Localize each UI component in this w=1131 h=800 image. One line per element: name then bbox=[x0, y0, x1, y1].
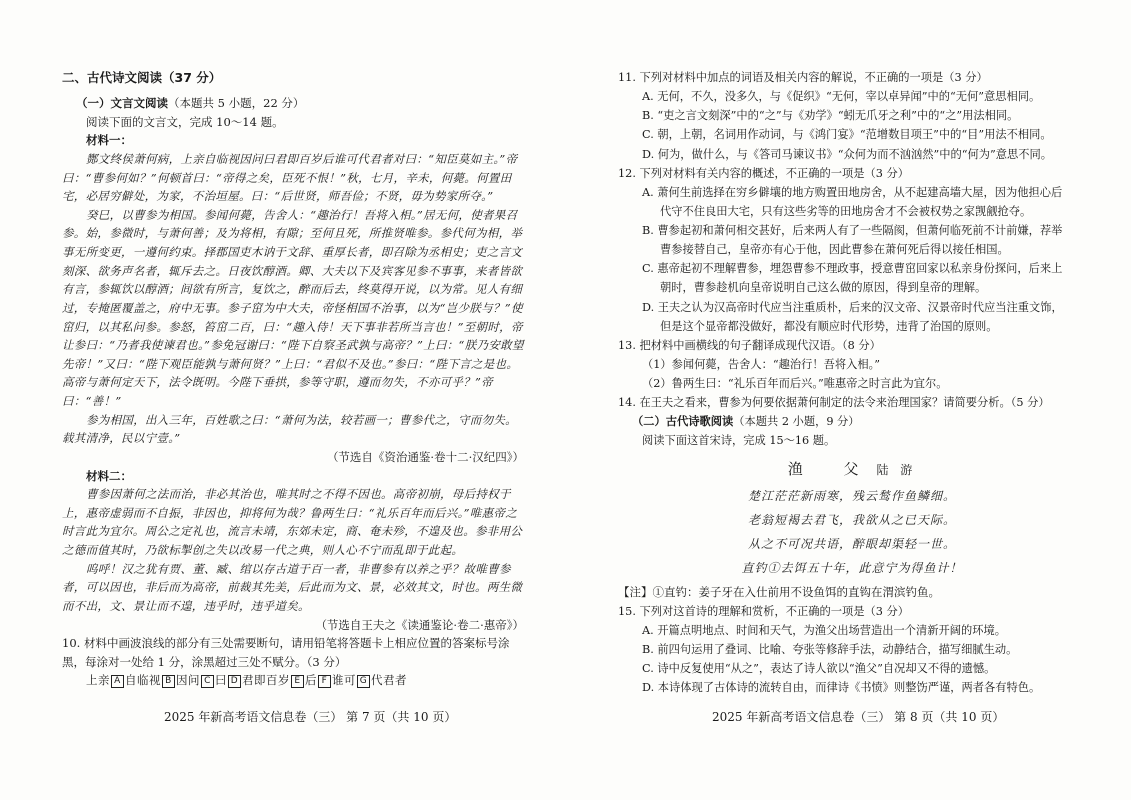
q13-item: （1）参闻何薨，告舍人：“趣治行！吾将入相。” bbox=[642, 357, 881, 371]
answer-box[interactable]: B bbox=[162, 675, 175, 688]
answer-box[interactable]: F bbox=[318, 675, 331, 688]
q11-option: D. 何为，做什么，与《答司马谏议书》“众何为而不汹汹然”中的“何为”意思不同。 bbox=[642, 147, 1053, 161]
q12-option-cont: 朝时，曹参趁机向皇帝说明自己这么做的原因，得到皇帝的理解。 bbox=[660, 281, 987, 295]
material1-label: 材料一： bbox=[86, 133, 132, 148]
poem-line: 老翁短褐去君飞，我欲从之已天际。 bbox=[747, 512, 956, 527]
q12-option: C. 惠帝起初不理解曹参，埋怨曹参不理政事，授意曹窋回家以私亲身份探问，后来上 bbox=[642, 262, 1063, 276]
right-footer: 2025 年新高考语文信息卷（三） 第 8 页（共 10 页） bbox=[712, 710, 1005, 724]
right-page bbox=[618, 68, 1086, 697]
poem-line: 楚江茫茫新雨寒，残云鹙作鱼鳞细。 bbox=[747, 488, 956, 503]
answer-box[interactable]: G bbox=[357, 675, 370, 688]
question-12: 12. 下列对材料有关内容的概述，不正确的一项是（3 分） bbox=[618, 166, 909, 180]
left-footer: 2025 年新高考语文信息卷（三） 第 7 页（共 10 页） bbox=[164, 710, 457, 724]
sub2-heading: （二）古代诗歌阅读（本题共 2 小题，9 分） bbox=[632, 415, 860, 429]
source1: （节选自《资治通鉴·卷十二·汉纪四》） bbox=[326, 449, 524, 464]
material1-para: 酂文终侯萧何病，上亲自临视因问曰君即百岁后谁可代君者对曰：“知臣莫如主。”帝曰：“曹参何如？”何顿首曰：“帝得之矣，臣死不恨！”秋，七月，辛未，何薨。何置田宅，必居穷僻处，为家，不治垣屋。曰：“后世贤，师吾俭；不贤，毋为势家所夺。” bbox=[62, 151, 518, 204]
poem-title: 渔 父陆 游 bbox=[787, 459, 917, 478]
poem-line: 直钓①去饵五十年，此意宁为得鱼计！ bbox=[741, 560, 963, 575]
instruction2: 阅读下面这首宋诗，完成 15～16 题。 bbox=[642, 434, 836, 448]
question-13: 13. 把材料中画横线的句子翻译成现代汉语。（8 分） bbox=[618, 338, 881, 352]
q12-option: A. 萧何生前选择在穷乡僻壤的地方购置田地房舍，从不起建高墙大屋，因为他担心后 bbox=[642, 185, 1063, 199]
question-10: 10. 材料中画波浪线的部分有三处需要断句，请用铅笔将答题卡上相应位置的答案标号涂黑，每涂对一处给 1 分，涂黑超过三处不赋分。（3 分） bbox=[62, 636, 510, 669]
q12-option-cont: 曹参接替自己，皇帝亦有心于他，因此曹参在萧何死后得以接任相国。 bbox=[660, 243, 1009, 257]
section-title: 二、古代诗文阅读（37 分） bbox=[62, 70, 222, 85]
q11-option: C. 朝，上朝，名词用作动词，与《鸿门宴》“范增数目项王”中的“目”用法不相同。 bbox=[642, 128, 1052, 142]
sub1-heading: （一）文言文阅读（本题共 5 小题，22 分） bbox=[76, 96, 305, 110]
source2: （节选自王夫之《读通鉴论·卷二·惠帝》） bbox=[315, 617, 524, 632]
q11-option: B. “吏之言文刻深”中的“之”与《劝学》“蚓无爪牙之利”中的“之”用法相同。 bbox=[642, 109, 1019, 123]
q12-option-cont: 但是这个显帝都没做好，都没有顺应时代形势，违背了治国的原则。 bbox=[660, 319, 998, 333]
q10-segments: 上亲 A 自临视 B 因问 C 曰 D 君即百岁 E 后 F 谁可 G 代君者 bbox=[86, 673, 407, 688]
instruction: 阅读下面的文言文，完成 10～14 题。 bbox=[86, 114, 284, 129]
q15-option: D. 本诗体现了古体诗的流转自由，而律诗《书愤》则整饬严谨，两者各有特色。 bbox=[642, 681, 1041, 694]
q15-option: C. 诗中反复使用“从之”，表达了诗人欲以“渔父”自况却又不得的遗憾。 bbox=[642, 661, 996, 675]
question-11: 11. 下列对材料中加点的词语及相关内容的解说，不正确的一项是（3 分） bbox=[618, 71, 988, 84]
q15-option: A. 开篇点明地点、时间和天气，为渔父出场营造出一个清新开阔的环境。 bbox=[642, 623, 1007, 637]
answer-box[interactable]: A bbox=[111, 675, 124, 688]
material1-para: 癸巳，以曹参为相国。参闻何薨，告舍人：“趣治行！吾将入相。”居无何，使者果召参。始，参微时，与萧何善；及为将相，有隙；至何且死，所推贤唯参。参代何为相，举事无所变更，一遵何约束。择郡国吏木讷于文辞、重厚长者，即召除为丞相史；吏之言文刻深、欲务声名者，辄斥去之。日夜饮醇酒。卿、大夫以下及宾客见参不事事，来者皆欲有言，参辄饮以醇酒；间欲有所言，复饮之，醉而后去，终莫得开说，以为常。见人有细过，专掩匿覆盖之，府中无事。参子窋为中大夫，帝怪相国不治事，以为“岂少朕与？”使窋归，以其私问参。参怒，笞窋二百，曰：“趣入侍！天下事非若所当言也！”至朝时，帝让参曰：“乃者我使谏君也。”参免冠谢曰：“陛下自察圣武孰与高帝？”上曰：“朕乃安敢望先帝！”又曰：“陛下观臣能孰与萧何贤？”上曰：“君似不及也。”参曰：“陛下言之是也。高帝与萧何定天下，法令既明。今陛下垂拱，参等守职，遵而勿失，不亦可乎？”帝曰：“善！” bbox=[62, 207, 524, 408]
answer-box[interactable]: E bbox=[291, 675, 304, 688]
question-15: 15. 下列对这首诗的理解和赏析，不正确的一项是（3 分） bbox=[618, 604, 909, 618]
q13-item: （2）鲁两生曰：“礼乐百年而后兴。”唯惠帝之时言此为宜尔。 bbox=[642, 377, 948, 390]
poem-line: 从之不可况共语，醉眼却渠轻一世。 bbox=[747, 536, 956, 551]
q12-option: D. 王夫之认为汉高帝时代应当注重质朴，后来的汉文帝、汉景帝时代应当注重文饰， bbox=[642, 300, 1063, 314]
answer-box[interactable]: D bbox=[228, 675, 241, 688]
material2-para: 呜呼！汉之犹有贾、董、臧、绾以存古道于百一者，非曹参有以养之乎？故唯曹参者，可以因也，非后而为高帝，前裁其先美，后此而为文、景，必效其文，时也。两生微而不出，文、景让而不遑，违乎时，违乎道矣。 bbox=[62, 561, 523, 613]
left-page bbox=[62, 68, 524, 690]
answer-box[interactable]: C bbox=[201, 675, 214, 688]
poem-note: 【注】①直钓：姜子牙在入仕前用不设鱼饵的直钩在渭滨钓鱼。 bbox=[618, 584, 940, 599]
material2-label: 材料二： bbox=[86, 468, 132, 483]
material2-para: 曹参因萧何之法而治，非必其治也，唯其时之不得不因也。高帝初崩，母后持权于上，惠帝虚弱而不自振，非因也，抑将何为哉？鲁两生曰：“礼乐百年而后兴。”唯惠帝之时言此为宜尔。周公之定礼也，流言未靖，东郊未定，商、奄未殄，不遑及也。参非用公之德而值其时，乃欲标掣创之失以改易一代之典，则人心不宁而乱即于此起。 bbox=[62, 487, 523, 557]
q11-option: A. 无何，不久，没多久，与《促织》“无何，宰以卓异闻”中的“无何”意思相同。 bbox=[642, 90, 1041, 104]
q12-option-cont: 代守不住良田大宅，只有这些劣等的田地房舍才不会被权势之家觊觎抢夺。 bbox=[660, 204, 1032, 218]
material1-para: 参为相国，出入三年，百姓歌之曰：“萧何为法，较若画一；曹参代之，守而勿失。载其清净，民以宁壹。” bbox=[62, 412, 517, 446]
question-14: 14. 在王夫之看来，曹参为何要依据萧何制定的法令来治理国家？请简要分析。（5 分） bbox=[618, 396, 1050, 410]
q15-option: B. 前四句运用了叠词、比喻、夸张等修辞手法，动静结合，描写细腻生动。 bbox=[642, 642, 1018, 656]
q12-option: B. 曹参起初和萧何相交甚好，后来两人有了一些隔阂，但萧何临死前不计前嫌，荐举 bbox=[642, 224, 1063, 237]
